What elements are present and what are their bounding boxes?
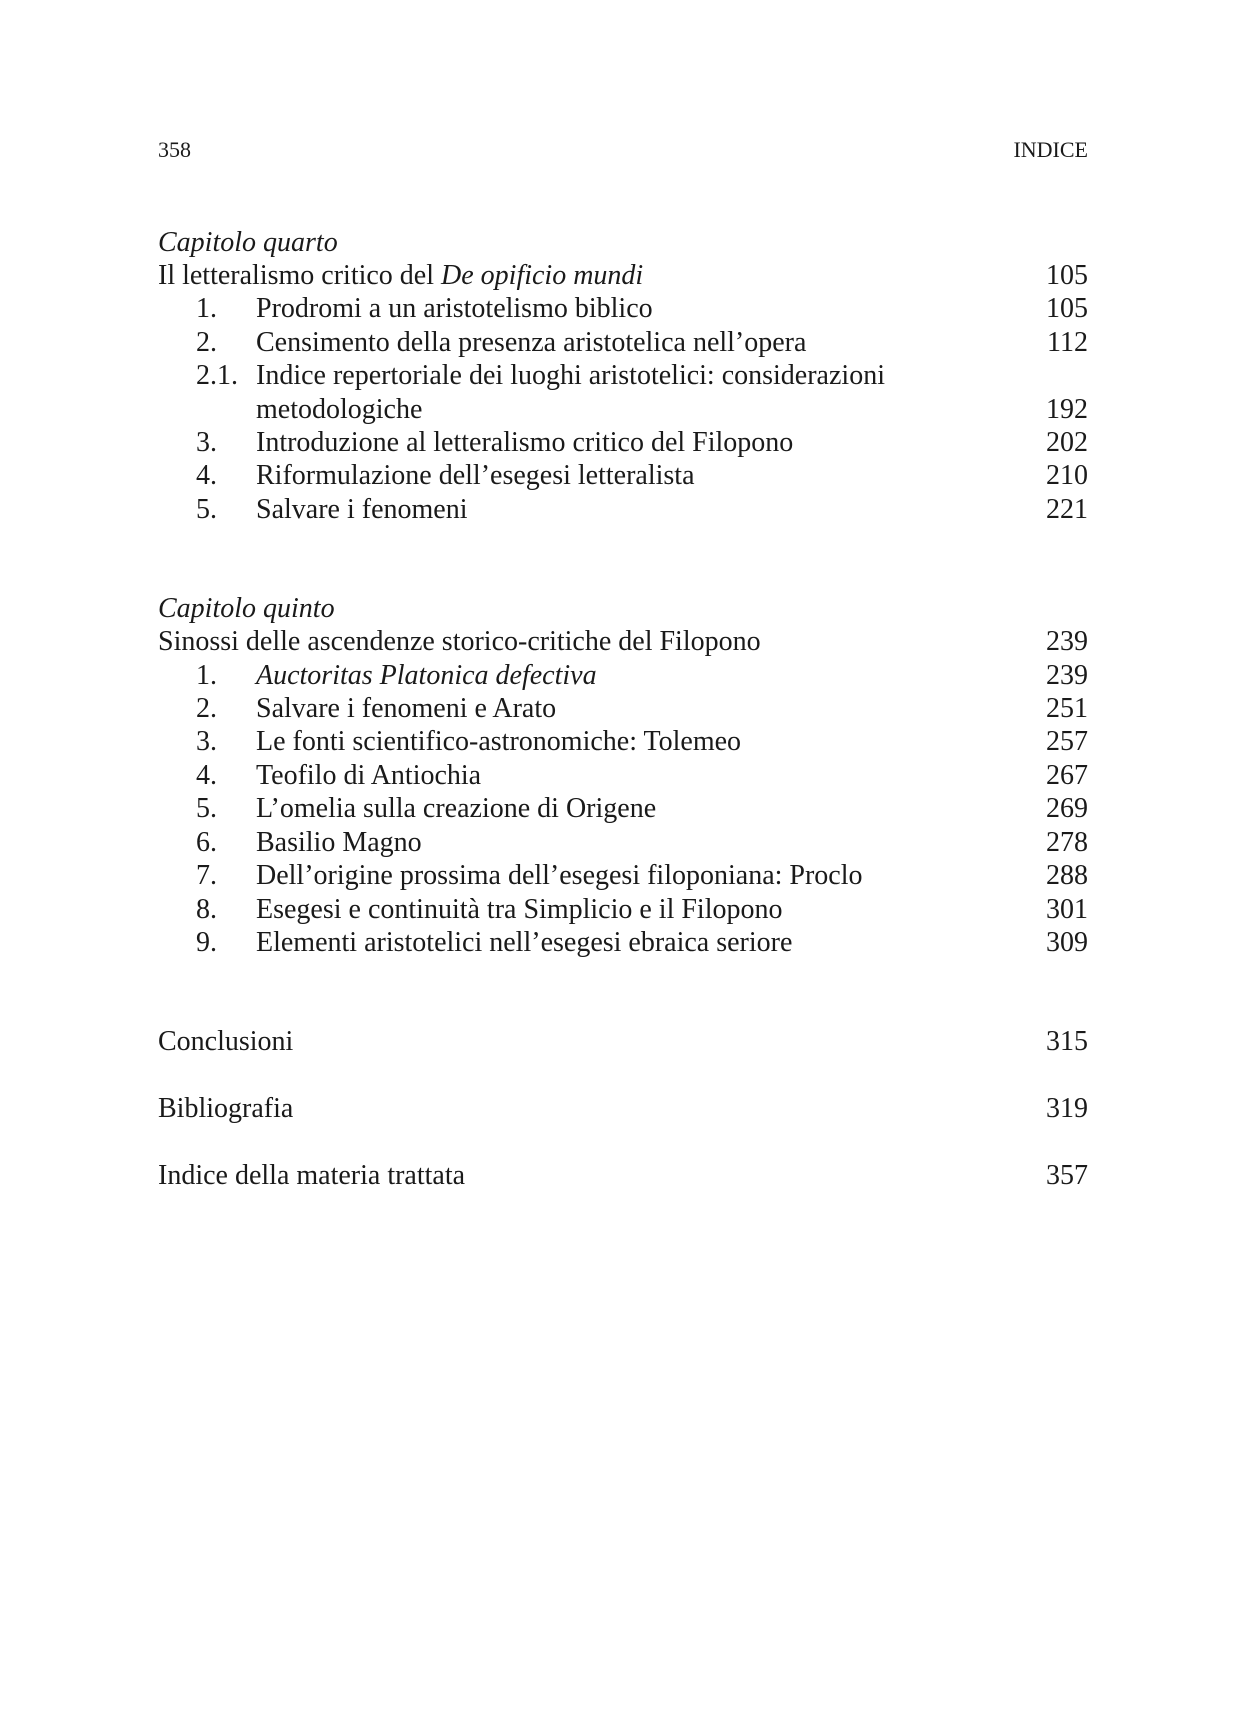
page-number: 358 [158,137,191,162]
entry-number: 2. [196,326,217,358]
entry-title: Conclusioni [158,1026,294,1058]
entry-title: Prodromi a un aristotelismo biblico [256,293,653,325]
page-ref: 239 [1046,659,1088,691]
entry-title: Le fonti scientifico-astronomiche: Tolemeo [256,726,742,758]
entry-title: Teofilo di Antiochia [256,759,482,791]
toc-entry [158,1159,1088,1192]
toc-entry [158,759,1088,792]
entry-number: 2. [196,693,217,725]
toc-entry [158,926,1088,959]
toc-entry [158,1025,1088,1058]
page-ref: 192 [1046,393,1088,425]
page-ref: 315 [1046,1026,1088,1058]
entry-number: 4. [196,460,217,492]
toc-entry [158,326,1088,359]
page-ref: 105 [1046,260,1088,291]
toc-entry [158,692,1088,725]
chapter-section [158,592,1088,959]
entry-title: L’omelia sulla creazione di Origene [256,793,657,825]
toc-entry [158,659,1088,692]
page-ref: 319 [1046,1093,1088,1125]
chapter-section [158,226,1088,526]
page-ref: 257 [1046,726,1088,758]
page-ref: 239 [1046,626,1088,658]
back-matter [158,1025,1088,1192]
toc-entry [158,359,1088,426]
chapter-title: Il letteralismo critico del De opificio mundi [158,260,644,291]
chapter-title-row [158,259,1088,292]
entry-number: 8. [196,893,217,925]
page-ref: 288 [1046,860,1088,892]
toc-entry [158,459,1088,492]
entry-number: 7. [196,860,217,892]
page-ref: 301 [1046,893,1088,925]
entry-title: Dell’origine prossima dell’esegesi filoponiana: Proclo [256,860,863,892]
chapter-label: Capitolo quinto [158,593,335,625]
entry-number: 3. [196,427,217,459]
entry-title: Introduzione al letteralismo critico del Filopono [256,427,794,459]
toc-entry [158,826,1088,859]
page-ref: 210 [1046,460,1088,492]
entry-title: Salvare i fenomeni e Arato [256,693,557,725]
running-title: INDICE [1013,137,1088,162]
entry-number: 1. [196,659,217,691]
toc-entry [158,493,1088,526]
entry-number: 5. [196,493,217,525]
chapter-title: Sinossi delle ascendenze storico-critiche del Filopono [158,626,761,658]
table-of-contents [158,226,1088,1226]
entry-title: Censimento della presenza aristotelica nell’opera [256,326,807,358]
entry-number: 2.1. [196,360,238,392]
entry-title: Indice della materia trattata [158,1160,466,1192]
entry-title: Indice repertoriale dei luoghi aristotelici: considerazioni metodologiche [256,360,885,425]
page-ref: 269 [1046,793,1088,825]
entry-title: Bibliografia [158,1093,294,1125]
toc-entry [158,859,1088,892]
page-ref: 278 [1046,826,1088,858]
entry-number: 1. [196,293,217,325]
entry-number: 9. [196,926,217,958]
entry-title: Salvare i fenomeni [256,493,468,525]
entry-number: 4. [196,759,217,791]
entry-title: Elementi aristotelici nell’esegesi ebraica seriore [256,926,793,958]
page-ref: 112 [1047,326,1088,358]
page-ref: 202 [1046,427,1088,459]
toc-entry [158,426,1088,459]
entry-number: 3. [196,726,217,758]
entry-title: Riformulazione dell’esegesi letteralista [256,460,695,492]
chapter-label: Capitolo quarto [158,227,338,258]
page-ref: 251 [1046,693,1088,725]
entry-title: Auctoritas Platonica defectiva [256,659,597,691]
chapter-title-row [158,625,1088,658]
page-ref: 105 [1046,293,1088,325]
toc-entry [158,1092,1088,1125]
toc-entry [158,792,1088,825]
entry-number: 5. [196,793,217,825]
page-ref: 309 [1046,926,1088,958]
toc-entry [158,893,1088,926]
entry-number: 6. [196,826,217,858]
entry-title: Basilio Magno [256,826,422,858]
toc-entry [158,292,1088,325]
running-head [158,136,1088,164]
page-ref: 357 [1046,1160,1088,1192]
entry-title: Esegesi e continuità tra Simplicio e il Filopono [256,893,783,925]
page-ref: 221 [1046,493,1088,525]
toc-entry [158,725,1088,758]
page-ref: 267 [1046,759,1088,791]
